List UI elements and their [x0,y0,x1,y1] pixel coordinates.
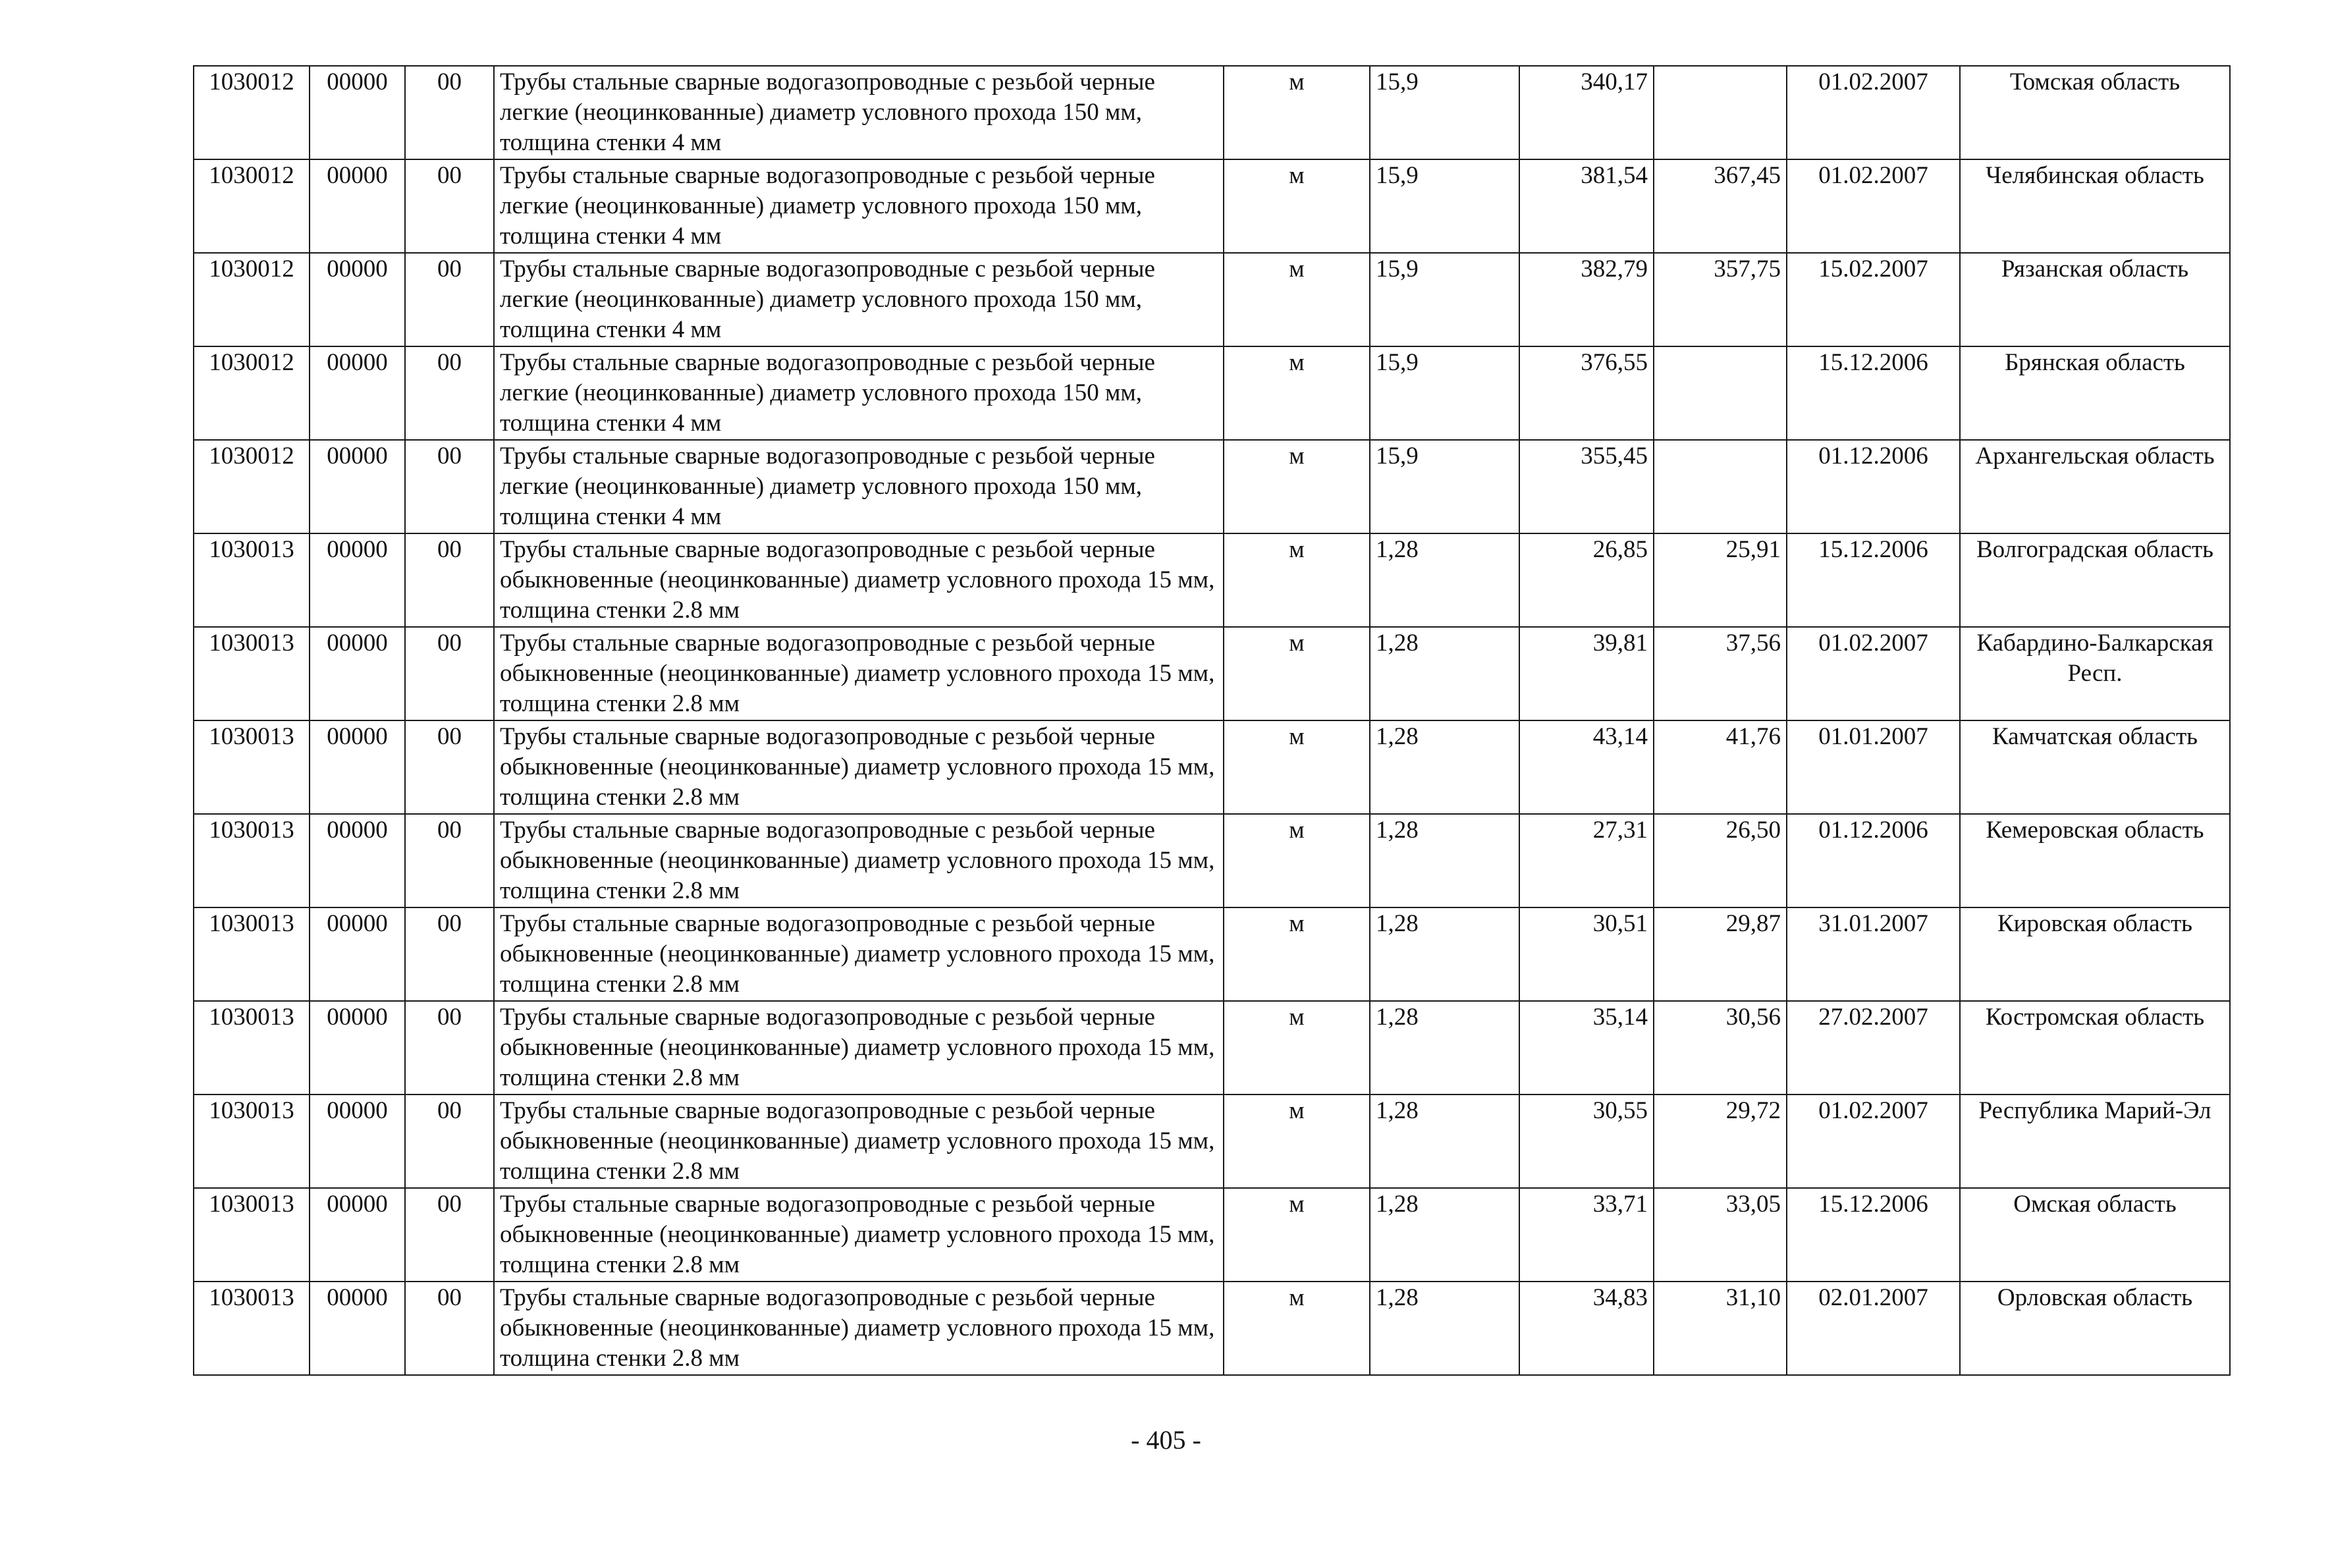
cell-code: 1030013 [194,814,310,907]
table-row [194,1001,2230,1095]
cell-name: Трубы стальные сварные водогазопроводные с резьбой черные обыкновенные (неоцинкованные) диаметр условного прохода 15 мм, толщина стенки 2.8 мм [494,1282,1224,1375]
cell-name: Трубы стальные сварные водогазопроводные с резьбой черные легкие (неоцинкованные) диаметр условного прохода 150 мм, толщина стенки 4 мм [494,440,1224,533]
cell-date: 15.12.2006 [1787,1188,1960,1282]
cell-name: Трубы стальные сварные водогазопроводные с резьбой черные обыкновенные (неоцинкованные) диаметр условного прохода 15 мм, толщина стенки 2.8 мм [494,533,1224,627]
table-body [194,66,2230,1375]
cell-unit: м [1224,720,1370,814]
cell-region: Республика Марий-Эл [1960,1095,2230,1188]
cell-price-2: 30,56 [1654,1001,1787,1095]
cell-region: Челябинская область [1960,159,2230,253]
cell-date: 02.01.2007 [1787,1282,1960,1375]
cell-price-1: 43,14 [1519,720,1654,814]
table-row [194,907,2230,1001]
cell-date: 01.12.2006 [1787,814,1960,907]
cell-date: 15.12.2006 [1787,533,1960,627]
cell-region: Волгоградская область [1960,533,2230,627]
table-row [194,346,2230,440]
cell-region: Камчатская область [1960,720,2230,814]
cell-region: Брянская область [1960,346,2230,440]
cell-price-1: 30,55 [1519,1095,1654,1188]
cell-region: Костромская область [1960,1001,2230,1095]
cell-subcode: 00000 [310,1001,405,1095]
table-row [194,440,2230,533]
cell-variant: 00 [405,720,494,814]
cell-price-2: 41,76 [1654,720,1787,814]
cell-quantity: 1,28 [1370,1188,1519,1282]
cell-unit: м [1224,907,1370,1001]
cell-price-2: 37,56 [1654,627,1787,720]
cell-variant: 00 [405,627,494,720]
cell-region: Томская область [1960,66,2230,159]
cell-variant: 00 [405,346,494,440]
cell-quantity: 1,28 [1370,1095,1519,1188]
cell-name: Трубы стальные сварные водогазопроводные с резьбой черные обыкновенные (неоцинкованные) диаметр условного прохода 15 мм, толщина стенки 2.8 мм [494,720,1224,814]
cell-date: 27.02.2007 [1787,1001,1960,1095]
cell-unit: м [1224,1095,1370,1188]
cell-subcode: 00000 [310,907,405,1001]
cell-code: 1030012 [194,253,310,346]
cell-date: 01.02.2007 [1787,159,1960,253]
cell-subcode: 00000 [310,1282,405,1375]
cell-quantity: 1,28 [1370,814,1519,907]
cell-price-2: 26,50 [1654,814,1787,907]
cell-subcode: 00000 [310,253,405,346]
cell-price-2 [1654,66,1787,159]
cell-code: 1030013 [194,1095,310,1188]
cell-code: 1030013 [194,533,310,627]
cell-name: Трубы стальные сварные водогазопроводные с резьбой черные обыкновенные (неоцинкованные) диаметр условного прохода 15 мм, толщина стенки 2.8 мм [494,1188,1224,1282]
cell-unit: м [1224,66,1370,159]
cell-region: Орловская область [1960,1282,2230,1375]
cell-unit: м [1224,627,1370,720]
cell-name: Трубы стальные сварные водогазопроводные с резьбой черные обыкновенные (неоцинкованные) диаметр условного прохода 15 мм, толщина стенки 2.8 мм [494,814,1224,907]
cell-name: Трубы стальные сварные водогазопроводные с резьбой черные легкие (неоцинкованные) диаметр условного прохода 150 мм, толщина стенки 4 мм [494,66,1224,159]
cell-date: 01.02.2007 [1787,627,1960,720]
cell-variant: 00 [405,1001,494,1095]
cell-quantity: 15,9 [1370,159,1519,253]
cell-region: Кабардино-Балкарская Респ. [1960,627,2230,720]
cell-date: 31.01.2007 [1787,907,1960,1001]
cell-price-2 [1654,440,1787,533]
cell-price-2: 29,87 [1654,907,1787,1001]
cell-date: 01.01.2007 [1787,720,1960,814]
cell-quantity: 15,9 [1370,253,1519,346]
cell-code: 1030012 [194,346,310,440]
cell-price-2: 33,05 [1654,1188,1787,1282]
cell-variant: 00 [405,1095,494,1188]
cell-date: 15.02.2007 [1787,253,1960,346]
cell-region: Кемеровская область [1960,814,2230,907]
cell-variant: 00 [405,533,494,627]
cell-variant: 00 [405,814,494,907]
cell-name: Трубы стальные сварные водогазопроводные с резьбой черные легкие (неоцинкованные) диаметр условного прохода 150 мм, толщина стенки 4 мм [494,253,1224,346]
cell-subcode: 00000 [310,440,405,533]
cell-region: Омская область [1960,1188,2230,1282]
cell-price-1: 340,17 [1519,66,1654,159]
cell-code: 1030013 [194,1001,310,1095]
cell-price-1: 376,55 [1519,346,1654,440]
cell-name: Трубы стальные сварные водогазопроводные с резьбой черные легкие (неоцинкованные) диаметр условного прохода 150 мм, толщина стенки 4 мм [494,346,1224,440]
cell-region: Кировская область [1960,907,2230,1001]
cell-unit: м [1224,1282,1370,1375]
cell-subcode: 00000 [310,1095,405,1188]
cell-code: 1030012 [194,159,310,253]
table-row [194,1095,2230,1188]
cell-subcode: 00000 [310,159,405,253]
cell-price-1: 33,71 [1519,1188,1654,1282]
cell-subcode: 00000 [310,66,405,159]
cell-variant: 00 [405,159,494,253]
cell-quantity: 1,28 [1370,1282,1519,1375]
cell-subcode: 00000 [310,627,405,720]
cell-quantity: 1,28 [1370,1001,1519,1095]
cell-date: 15.12.2006 [1787,346,1960,440]
table-row [194,253,2230,346]
cell-subcode: 00000 [310,814,405,907]
cell-price-2: 357,75 [1654,253,1787,346]
cell-price-1: 30,51 [1519,907,1654,1001]
cell-subcode: 00000 [310,346,405,440]
cell-variant: 00 [405,907,494,1001]
cell-name: Трубы стальные сварные водогазопроводные с резьбой черные обыкновенные (неоцинкованные) диаметр условного прохода 15 мм, толщина стенки 2.8 мм [494,1001,1224,1095]
cell-price-1: 34,83 [1519,1282,1654,1375]
cell-quantity: 1,28 [1370,627,1519,720]
table-row [194,814,2230,907]
cell-price-1: 26,85 [1519,533,1654,627]
cell-variant: 00 [405,66,494,159]
table-row [194,720,2230,814]
cell-unit: м [1224,533,1370,627]
cell-unit: м [1224,1001,1370,1095]
cell-quantity: 1,28 [1370,720,1519,814]
cell-quantity: 15,9 [1370,66,1519,159]
cell-date: 01.02.2007 [1787,66,1960,159]
cell-unit: м [1224,346,1370,440]
cell-price-1: 27,31 [1519,814,1654,907]
cell-price-1: 381,54 [1519,159,1654,253]
cell-subcode: 00000 [310,1188,405,1282]
cell-code: 1030012 [194,440,310,533]
cell-price-1: 382,79 [1519,253,1654,346]
cell-name: Трубы стальные сварные водогазопроводные с резьбой черные обыкновенные (неоцинкованные) диаметр условного прохода 15 мм, толщина стенки 2.8 мм [494,627,1224,720]
price-table [193,65,2231,1376]
cell-price-2: 31,10 [1654,1282,1787,1375]
cell-region: Архангельская область [1960,440,2230,533]
cell-quantity: 15,9 [1370,440,1519,533]
cell-date: 01.02.2007 [1787,1095,1960,1188]
cell-code: 1030013 [194,907,310,1001]
cell-code: 1030013 [194,1282,310,1375]
cell-unit: м [1224,1188,1370,1282]
cell-name: Трубы стальные сварные водогазопроводные с резьбой черные легкие (неоцинкованные) диаметр условного прохода 150 мм, толщина стенки 4 мм [494,159,1224,253]
cell-code: 1030013 [194,627,310,720]
cell-unit: м [1224,814,1370,907]
cell-quantity: 1,28 [1370,907,1519,1001]
cell-variant: 00 [405,1188,494,1282]
cell-date: 01.12.2006 [1787,440,1960,533]
cell-name: Трубы стальные сварные водогазопроводные с резьбой черные обыкновенные (неоцинкованные) диаметр условного прохода 15 мм, толщина стенки 2.8 мм [494,1095,1224,1188]
cell-variant: 00 [405,253,494,346]
cell-price-1: 35,14 [1519,1001,1654,1095]
cell-unit: м [1224,159,1370,253]
table-row [194,66,2230,159]
cell-code: 1030013 [194,1188,310,1282]
table-row [194,1282,2230,1375]
cell-variant: 00 [405,440,494,533]
cell-price-2: 367,45 [1654,159,1787,253]
page-number: - 405 - [1131,1425,1201,1455]
cell-price-2: 29,72 [1654,1095,1787,1188]
cell-code: 1030012 [194,66,310,159]
cell-quantity: 1,28 [1370,533,1519,627]
table-row [194,627,2230,720]
cell-name: Трубы стальные сварные водогазопроводные с резьбой черные обыкновенные (неоцинкованные) диаметр условного прохода 15 мм, толщина стенки 2.8 мм [494,907,1224,1001]
cell-price-2 [1654,346,1787,440]
table-row [194,533,2230,627]
cell-quantity: 15,9 [1370,346,1519,440]
cell-unit: м [1224,440,1370,533]
cell-unit: м [1224,253,1370,346]
cell-price-1: 355,45 [1519,440,1654,533]
cell-price-2: 25,91 [1654,533,1787,627]
cell-subcode: 00000 [310,720,405,814]
cell-subcode: 00000 [310,533,405,627]
cell-code: 1030013 [194,720,310,814]
table-row [194,1188,2230,1282]
cell-price-1: 39,81 [1519,627,1654,720]
cell-region: Рязанская область [1960,253,2230,346]
table-row [194,159,2230,253]
cell-variant: 00 [405,1282,494,1375]
